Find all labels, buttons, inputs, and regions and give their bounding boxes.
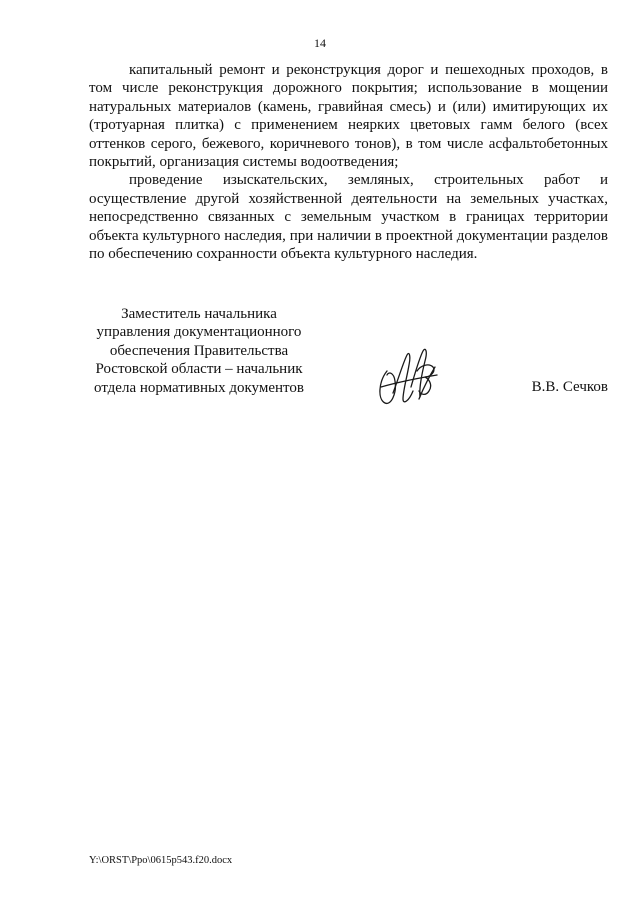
handwritten-signature xyxy=(373,341,443,411)
page-number: 14 xyxy=(314,36,326,50)
signer-title-line: отдела нормативных документов xyxy=(94,379,304,396)
file-path: Y:\ORST\Ppo\0615p543.f20.docx xyxy=(89,855,233,866)
signer-title-line: Заместитель начальника xyxy=(121,306,277,322)
signer-title-line: Ростовской области – начальник xyxy=(95,361,303,378)
signer-title-line: управления документационного xyxy=(96,324,302,341)
signature-block xyxy=(89,305,608,405)
paragraph-road-repair: капитальный ремонт и реконструкция дорог и пешеходных проходов, в том числе реконструкция дорожного покрытия; использование в мощении натуральных материалов (камень, гравийная смесь) и (или) имитирующих их (тротуарная плитка) с применением неярких цветовых гамм белого (всех оттенков серого, бежевого, коричневого тонов), в том числе асфальтобетонных покрытий, организация системы водоотведения; xyxy=(89,62,608,171)
signer-title xyxy=(89,305,309,397)
document-body xyxy=(89,61,608,263)
signer-title-line: обеспечения Правительства xyxy=(109,342,289,359)
signer-name: В.В. Сечков xyxy=(531,379,608,395)
paragraph-survey-works: проведение изыскательских, земляных, строительных работ и осуществление другой хозяйственной деятельности на земельных участках, непосредственно связанных с земельным участком в границах территории объекта культурного наследия, при наличии в проектной документации разделов по обеспечению сохранности объекта культурного наследия. xyxy=(89,172,608,263)
